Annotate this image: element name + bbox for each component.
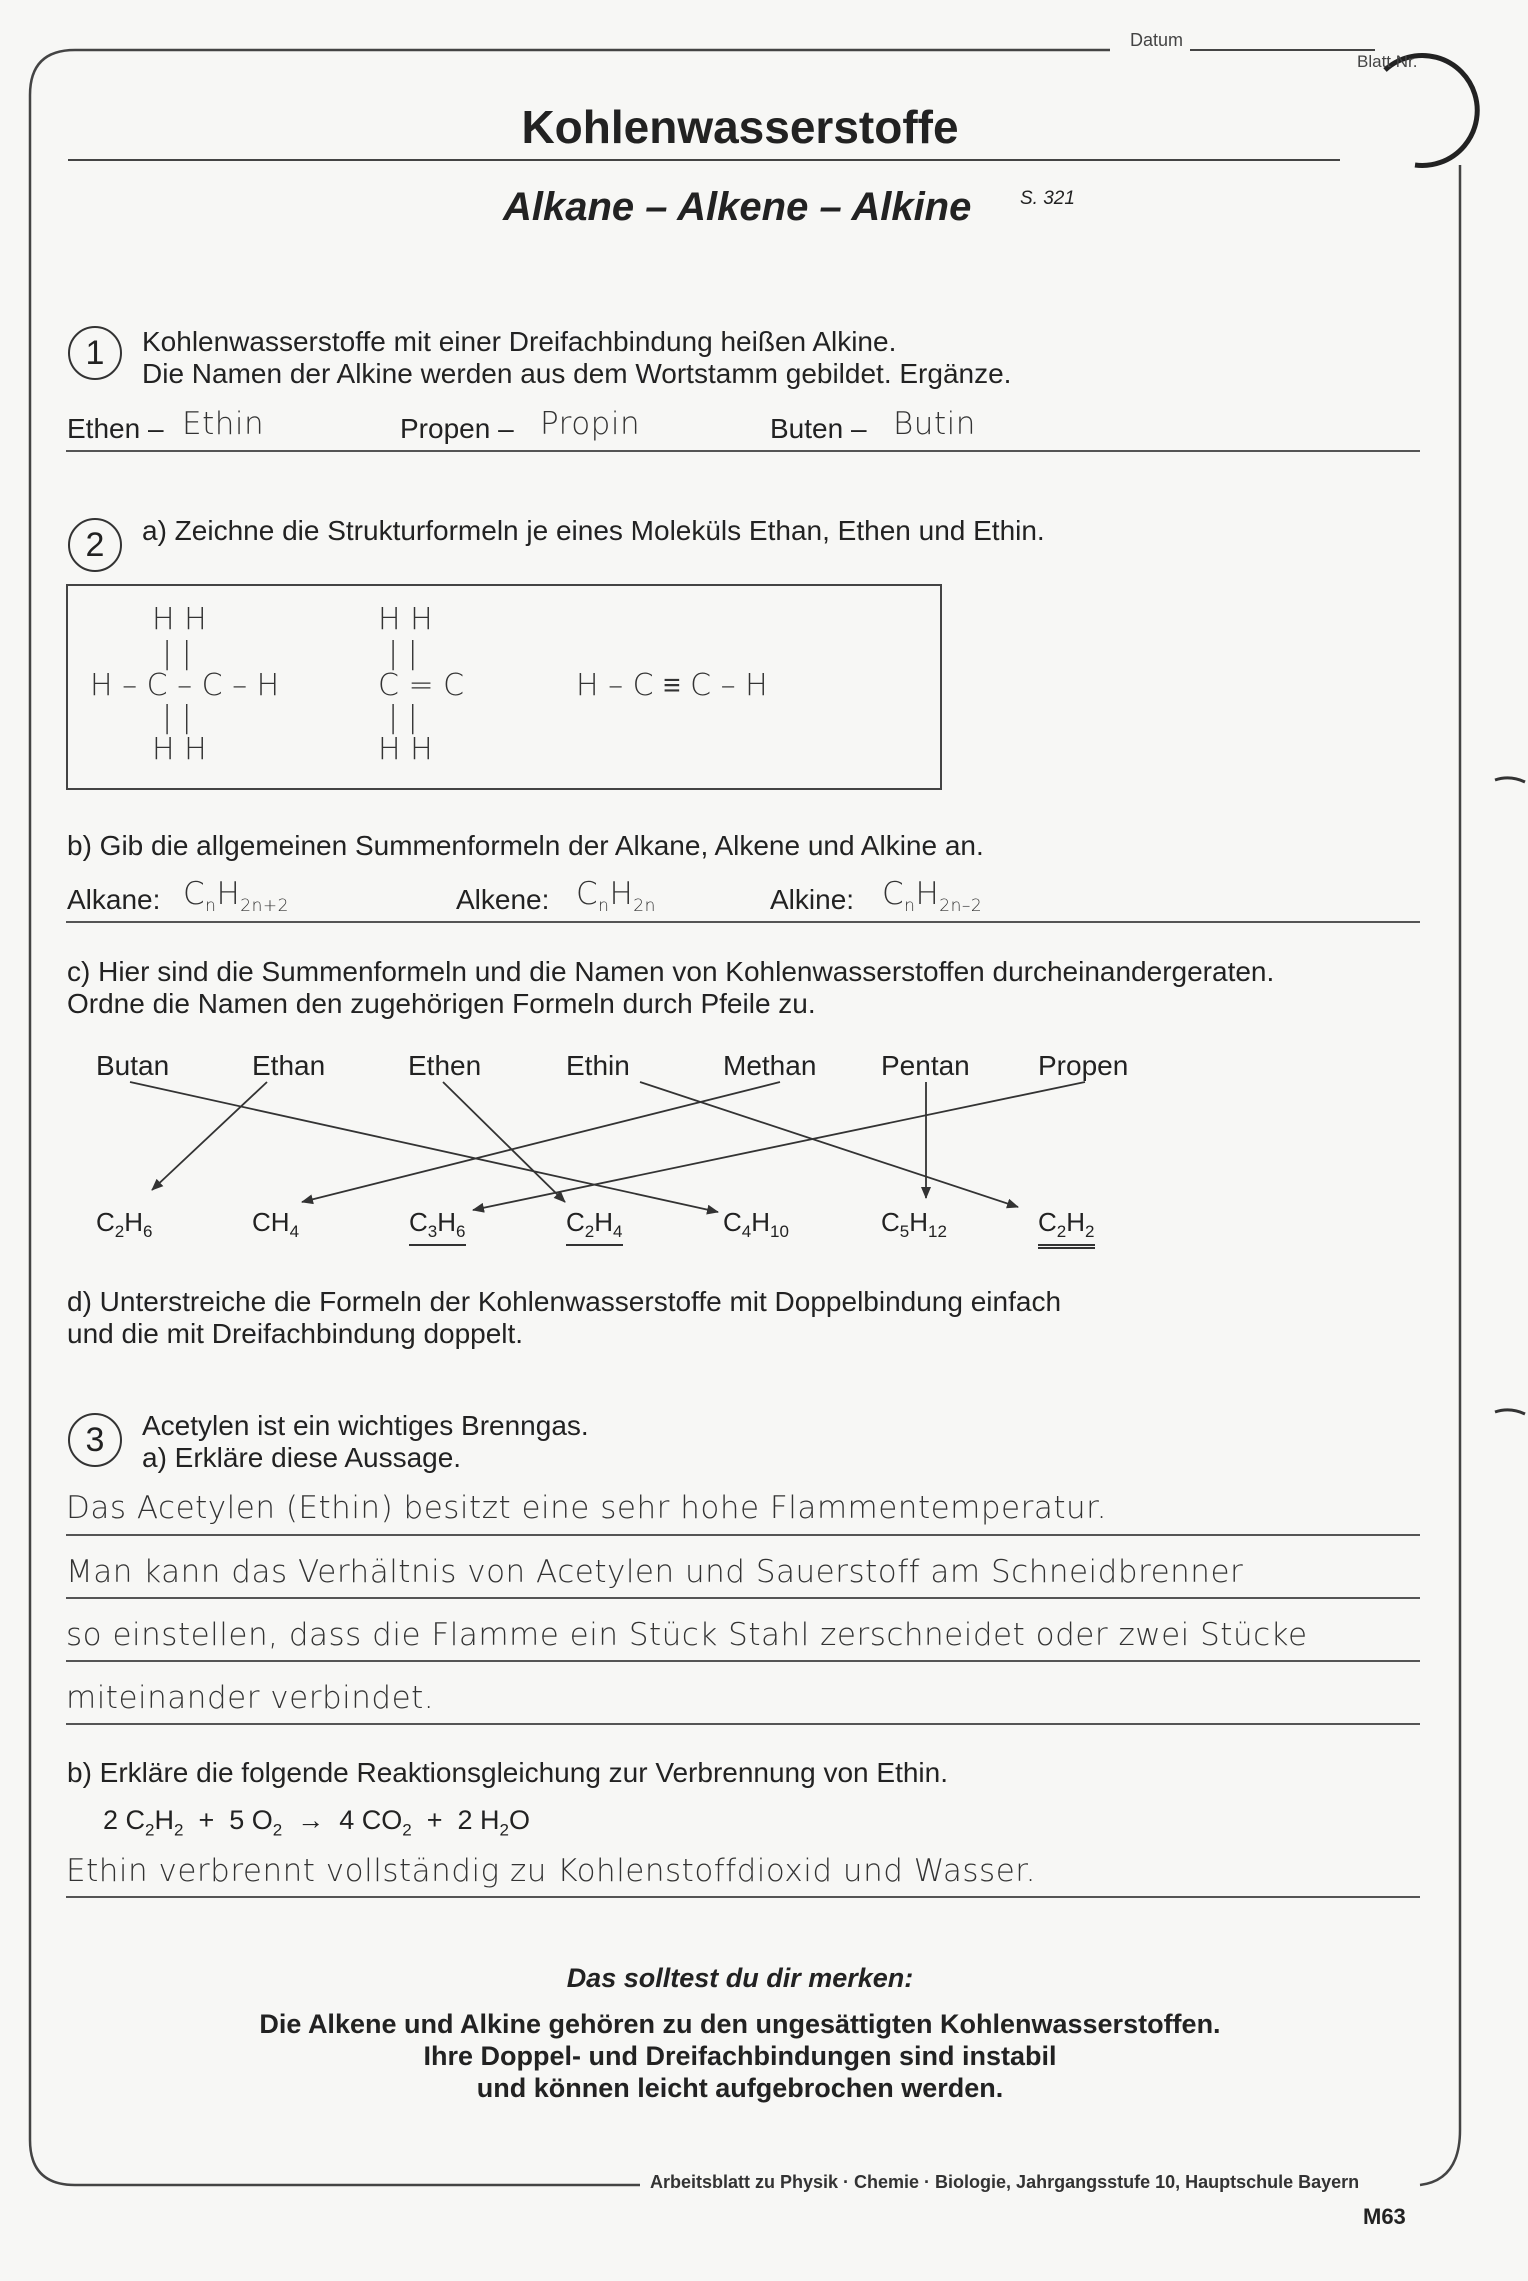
ethan-line4: | | bbox=[162, 700, 192, 735]
formula-ch4: $CH_4$ bbox=[252, 1207, 300, 1242]
ethan-line5: H H bbox=[152, 732, 207, 767]
arrow-ethen-c2h4 bbox=[443, 1082, 565, 1202]
arrow-butan-c4h10 bbox=[130, 1082, 718, 1212]
name-butan: Butan bbox=[96, 1050, 170, 1081]
ethin-structure: H – C ≡ C – H bbox=[576, 668, 768, 703]
task3-intro: Acetylen ist ein wichtiges Brenngas. bbox=[142, 1410, 589, 1441]
task-number-3: 3 bbox=[68, 1413, 122, 1467]
task2b-text: b) Gib die allgemeinen Summenformeln der Alkane, Alkene und Alkine an. bbox=[67, 830, 984, 861]
blatt-nr-label: Blatt Nr. bbox=[1357, 52, 1418, 71]
answer-line bbox=[66, 1597, 1420, 1599]
name-methan: Methan bbox=[723, 1050, 817, 1081]
page-subtitle: Alkane – Alkene – Alkine bbox=[503, 185, 972, 229]
footer-source: Arbeitsblatt zu Physik · Chemie · Biologie, Jahrgangsstufe 10, Hauptschule Bayern bbox=[650, 2172, 1360, 2192]
formula-c4h10: $C_4H_{10}$ bbox=[723, 1207, 789, 1242]
label-buten: Buten – bbox=[770, 413, 867, 444]
task-number-1: 1 bbox=[68, 326, 122, 380]
answer-line bbox=[66, 1534, 1420, 1536]
summary-heading: Das solltest du dir merken: bbox=[566, 1963, 914, 1993]
task3a-text: a) Erkläre diese Aussage. bbox=[142, 1442, 462, 1473]
task2d-text-line2: und die mit Dreifachbindung doppelt. bbox=[67, 1318, 524, 1349]
task1-text-line2: Die Namen der Alkine werden aus dem Wortstamm gebildet. Ergänze. bbox=[142, 358, 1012, 389]
answer-line bbox=[66, 1660, 1420, 1662]
ethen-line4: | | bbox=[388, 700, 418, 735]
formula-c2h2: $C_2H_2$ bbox=[1038, 1207, 1095, 1249]
task3b-text: b) Erkläre die folgende Reaktionsgleichung zur Verbrennung von Ethin. bbox=[67, 1757, 949, 1788]
name-propen: Propen bbox=[1038, 1050, 1129, 1081]
answer-propin: Propin bbox=[540, 406, 641, 442]
label-propen: Propen – bbox=[400, 413, 514, 444]
ethen-line5: H H bbox=[378, 732, 433, 767]
ethen-line1: H H bbox=[378, 602, 433, 637]
ethen-line2: | | bbox=[388, 636, 418, 671]
label-ethen: Ethen – bbox=[67, 413, 164, 444]
task3a-answer-line1: Das Acetylen (Ethin) besitzt eine sehr hohe Flammentemperatur. bbox=[66, 1490, 1107, 1526]
formula-c5h12: $C_5H_{12}$ bbox=[881, 1207, 947, 1242]
task2a-text: a) Zeichne die Strukturformeln je eines Moleküls Ethan, Ethen und Ethin. bbox=[142, 515, 1045, 546]
answer-line bbox=[66, 1723, 1420, 1725]
page-title: Kohlenwasserstoffe bbox=[521, 101, 959, 153]
page-reference: S. 321 bbox=[1020, 188, 1075, 209]
answer-line bbox=[66, 1896, 1420, 1898]
label-alkene: Alkene: bbox=[456, 884, 550, 915]
task3a-answer-line4: miteinander verbindet. bbox=[66, 1680, 435, 1716]
arrow-methan-ch4 bbox=[302, 1082, 780, 1202]
task-number-2: 2 bbox=[68, 518, 122, 572]
ethan-line2: | | bbox=[162, 636, 192, 671]
ethan-line3: H – C – C – H bbox=[90, 668, 280, 703]
ethan-line1: H H bbox=[152, 602, 207, 637]
page-code: M63 bbox=[1363, 2204, 1406, 2229]
datum-label: Datum bbox=[1130, 30, 1184, 50]
summary-line3: und können leicht aufgebrochen werden. bbox=[476, 2073, 1004, 2103]
label-alkane: Alkane: bbox=[67, 884, 161, 915]
task3b-answer: Ethin verbrennt vollständig zu Kohlenstoffdioxid und Wasser. bbox=[66, 1853, 1037, 1889]
ethen-line3: C = C bbox=[378, 668, 465, 703]
task2d-text-line1: d) Unterstreiche die Formeln der Kohlenwasserstoffe mit Doppelbindung einfach bbox=[67, 1286, 1062, 1317]
reaction-equation: 2 $C_2H_2 + 5$ $O_2 \to 4$ $CO_2 + 2$ $H_2O$ bbox=[103, 1805, 531, 1840]
formula-c2h6: $C_2H_6$ bbox=[96, 1207, 153, 1242]
arrow-propen-c3h6 bbox=[473, 1082, 1085, 1210]
formula-alkine: $C_nH_{2n-2}$ bbox=[882, 876, 983, 917]
name-pentan: Pentan bbox=[881, 1050, 970, 1081]
formula-alkane: $C_nH_{2n+2}$ bbox=[183, 876, 289, 917]
formula-c3h6: $C_3H_6$ bbox=[409, 1207, 466, 1246]
task2c-text-line1: c) Hier sind die Summenformeln und die Namen von Kohlenwasserstoffen durcheinandergeraten. bbox=[67, 956, 1275, 987]
summary-line2: Ihre Doppel- und Dreifachbindungen sind instabil bbox=[423, 2041, 1057, 2071]
arrow-ethin-c2h2 bbox=[640, 1082, 1018, 1207]
task3a-answer-line2: Man kann das Verhältnis von Acetylen und Sauerstoff am Schneidbrenner bbox=[66, 1554, 1244, 1590]
arrow-ethan-c2h6 bbox=[152, 1082, 267, 1190]
formula-c2h4: $C_2H_4$ bbox=[566, 1207, 623, 1246]
label-alkine: Alkine: bbox=[770, 884, 855, 915]
answer-ethin: Ethin bbox=[182, 406, 265, 442]
formula-alkene: $C_nH_{2n}$ bbox=[576, 876, 656, 917]
name-ethan: Ethan bbox=[252, 1050, 326, 1081]
task1-text-line1: Kohlenwasserstoffe mit einer Dreifachbindung heißen Alkine. bbox=[142, 326, 897, 357]
summary-line1: Die Alkene und Alkine gehören zu den ungesättigten Kohlenwasserstoffen. bbox=[259, 2009, 1221, 2039]
task3a-answer-line3: so einstellen, dass die Flamme ein Stück Stahl zerschneidet oder zwei Stücke bbox=[66, 1617, 1308, 1653]
name-ethin: Ethin bbox=[566, 1050, 630, 1081]
task2c-text-line2: Ordne die Namen den zugehörigen Formeln durch Pfeile zu. bbox=[67, 988, 816, 1019]
answer-butin: Butin bbox=[893, 406, 976, 442]
name-ethen: Ethen bbox=[408, 1050, 482, 1081]
